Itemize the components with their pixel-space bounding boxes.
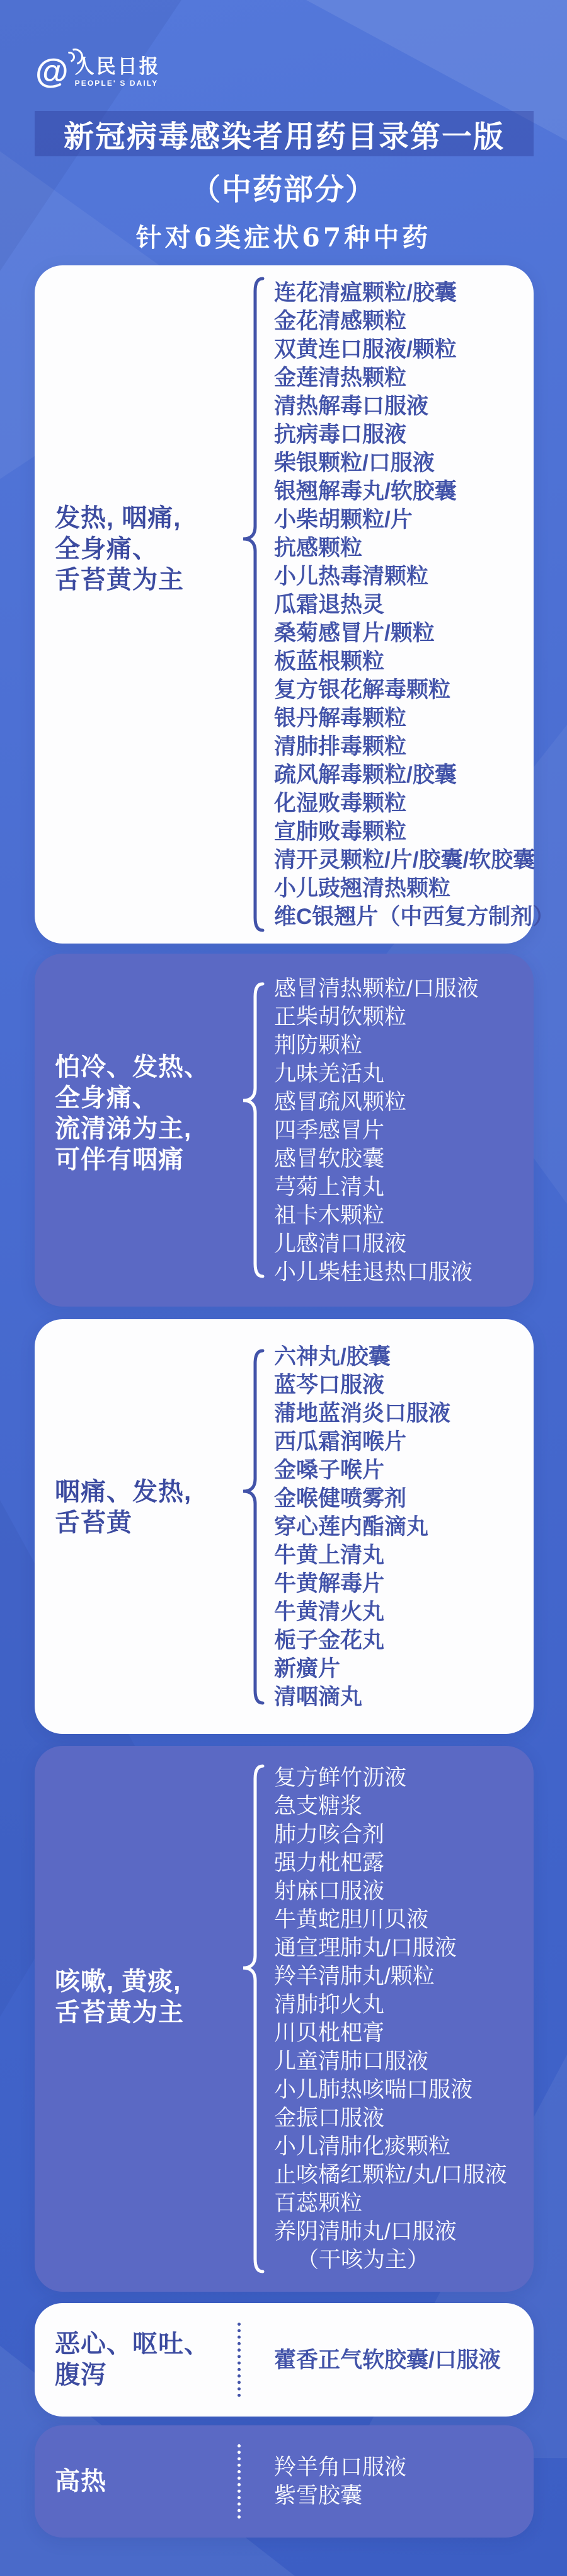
medicine-item: 清热解毒口服液 — [274, 393, 429, 419]
symptom-label-line: 流清涕为主, — [55, 1115, 192, 1143]
medicine-item: 新癀片 — [274, 1656, 341, 1681]
medicine-item: 儿感清口服液 — [274, 1231, 407, 1256]
medicine-item: 感冒疏风颗粒 — [274, 1089, 407, 1114]
medicine-item: 桑菊感冒片/颗粒 — [274, 620, 435, 645]
medicine-item: 藿香正气软胶囊/口服液 — [274, 2347, 501, 2372]
medicine-list — [270, 958, 534, 1303]
medicine-item: 小儿柴桂退热口服液 — [274, 1259, 473, 1285]
medicine-item: 清开灵颗粒/片/胶囊/软胶囊 — [274, 847, 536, 872]
symptom-card — [35, 2425, 534, 2538]
medicine-item: 银丹解毒颗粒 — [274, 705, 407, 731]
symptom-label-line: 咳嗽, 黄痰, — [55, 1968, 181, 1996]
medicine-item: 肺力咳合剂 — [274, 1822, 385, 1847]
symptom-label — [35, 503, 212, 596]
symptom-label-line: 恶心、呕吐、 — [55, 2330, 210, 2358]
medicine-item: 止咳橘红颗粒/丸/口服液 — [274, 2163, 507, 2187]
peoples-daily-logo — [35, 54, 161, 88]
medicine-item: 穿心莲内酯滴丸 — [274, 1514, 429, 1539]
brace-icon — [212, 982, 270, 1278]
symptom-label — [35, 2466, 212, 2497]
medicine-item: 通宣理肺丸/口服液 — [274, 1936, 457, 1960]
symptom-label-line: 咽痛、发热, — [55, 1478, 192, 1506]
poster-subtitle: （中药部分） — [191, 173, 376, 206]
medicine-item: 金莲清热颗粒 — [274, 365, 407, 390]
logo-text — [75, 57, 161, 88]
medicine-item: 瓜霜退热灵 — [274, 592, 385, 617]
medicine-item: 清肺排毒颗粒 — [274, 734, 407, 759]
medicine-item: 小柴胡颗粒/片 — [274, 507, 413, 532]
medicine-item: 栀子金花丸 — [274, 1627, 385, 1653]
symptom-card — [35, 954, 534, 1307]
symptom-label — [35, 1477, 212, 1539]
medicine-item: 祖卡木颗粒 — [274, 1203, 385, 1228]
medicine-list — [270, 1747, 534, 2290]
symptom-label — [35, 1967, 212, 2028]
medicine-item: 金振口服液 — [274, 2106, 385, 2130]
medicine-item: 疏风解毒颗粒/胶囊 — [274, 762, 457, 787]
title-banner — [35, 111, 534, 156]
symptom-label-line: 高热 — [55, 2467, 106, 2495]
medicine-item: 荆防颗粒 — [274, 1032, 363, 1058]
medicine-list — [270, 1326, 534, 1728]
medicine-item: 感冒清热颗粒/口服液 — [274, 976, 479, 1001]
symptom-label-line: 舌苔黄 — [55, 1509, 132, 1537]
medicine-item: 羚羊角口服液 — [274, 2455, 407, 2480]
symptom-label-line: 全身痛、 — [55, 1084, 158, 1112]
symptom-label-line: 舌苔黄为主 — [55, 565, 184, 594]
medicine-item: 银翘解毒丸/软胶囊 — [274, 478, 457, 504]
symptom-label-line: 腹泻 — [55, 2361, 106, 2389]
medicine-item: 四季感冒片 — [274, 1118, 385, 1143]
medicine-item: 蒲地蓝消炎口服液 — [274, 1401, 451, 1426]
medicine-item: 羚羊清肺丸/颗粒 — [274, 1964, 435, 1989]
medicine-list — [270, 2437, 534, 2526]
symptom-label — [35, 2329, 212, 2391]
brace-icon — [212, 277, 270, 932]
medicine-item: 紫雪胶囊 — [274, 2483, 363, 2508]
medicine-item: 金嗓子喉片 — [274, 1457, 385, 1482]
medicine-item: 小儿肺热咳喘口服液 — [274, 2077, 473, 2102]
medicine-item: 板蓝根颗粒 — [274, 649, 385, 674]
medicine-item: 抗感颗粒 — [274, 535, 363, 560]
symptom-label-line: 舌苔黄为主 — [55, 1999, 184, 2026]
symptom-label-line: 全身痛、 — [55, 534, 158, 563]
symptom-card — [35, 2303, 534, 2417]
dotted-divider-icon — [212, 2323, 270, 2397]
medicine-item: 射麻口服液 — [274, 1879, 385, 1903]
medicine-item: 蓝芩口服液 — [274, 1372, 385, 1397]
medicine-item: 九味羌活丸 — [274, 1061, 385, 1086]
poster-tagline: 针对6类症状67种中药 — [135, 222, 432, 253]
medicine-item: 六神丸/胶囊 — [274, 1344, 391, 1369]
medicine-item: 抗病毒口服液 — [274, 422, 407, 447]
medicine-item: 芎菊上清丸 — [274, 1174, 385, 1199]
medicine-item: 金花清感颗粒 — [274, 308, 407, 333]
medicine-item: 牛黄清火丸 — [274, 1599, 385, 1624]
symptom-label-line: 发热, 咽痛, — [55, 504, 181, 532]
medicine-item: 西瓜霜润喉片 — [274, 1429, 407, 1454]
medicine-item: 牛黄解毒片 — [274, 1571, 385, 1596]
symptom-card — [35, 1746, 534, 2292]
medicine-item: 化湿败毒颗粒 — [274, 790, 407, 816]
at-symbol-icon: @ — [35, 52, 69, 90]
medicine-item: 维C银翘片（中西复方制剂） — [274, 904, 555, 929]
logo-name-cn: 人民日报 — [74, 55, 161, 78]
medicine-list — [270, 2330, 534, 2391]
medicine-item: 小儿清肺化痰颗粒 — [274, 2134, 451, 2159]
brace-icon — [212, 1764, 270, 2273]
medicine-item: 儿童清肺口服液 — [274, 2049, 429, 2074]
medicine-item: （干咳为主） — [297, 2248, 430, 2272]
medicine-item: 强力枇杷露 — [274, 1851, 385, 1875]
brace-icon — [212, 1349, 270, 1705]
symptom-card — [35, 1319, 534, 1734]
medicine-item: 小儿豉翘清热颗粒 — [274, 875, 451, 901]
medicine-item: 柴银颗粒/口服液 — [274, 450, 435, 475]
symptom-label-line: 怕冷、发热、 — [55, 1053, 210, 1081]
logo-name-en: PEOPLE' S DAILY — [74, 79, 159, 88]
medicine-item: 百蕊颗粒 — [274, 2191, 363, 2215]
medicine-item: 复方鲜竹沥液 — [274, 1765, 407, 1790]
medicine-item: 宣肺败毒颗粒 — [274, 819, 407, 844]
poster-title: 新冠病毒感染者用药目录第一版 — [63, 120, 505, 154]
medicine-item: 养阴清肺丸/口服液 — [274, 2219, 457, 2244]
symptom-label-line: 可伴有咽痛 — [55, 1146, 184, 1174]
medicine-item: 急支糖浆 — [274, 1794, 363, 1818]
medicine-item: 感冒软胶囊 — [274, 1146, 385, 1171]
medicine-item: 金喉健喷雾剂 — [274, 1486, 407, 1511]
medicine-item: 清肺抑火丸 — [274, 1992, 385, 2017]
medicine-item: 正柴胡饮颗粒 — [274, 1004, 407, 1029]
dotted-divider-icon — [212, 2444, 270, 2519]
medicine-item: 复方银花解毒颗粒 — [274, 677, 451, 702]
medicine-item: 双黄连口服液/颗粒 — [274, 337, 457, 362]
medicine-item: 川贝枇杷膏 — [274, 2021, 385, 2045]
medicine-item: 牛黄蛇胆川贝液 — [274, 1907, 429, 1932]
medicine-item: 小儿热毒清颗粒 — [274, 563, 429, 589]
medicine-item: 连花清瘟颗粒/胶囊 — [274, 280, 457, 305]
symptom-label — [35, 1052, 212, 1175]
medicine-item: 牛黄上清丸 — [274, 1542, 385, 1568]
medicine-item: 清咽滴丸 — [274, 1684, 363, 1709]
medicine-list — [270, 262, 561, 947]
symptom-card — [35, 265, 555, 944]
